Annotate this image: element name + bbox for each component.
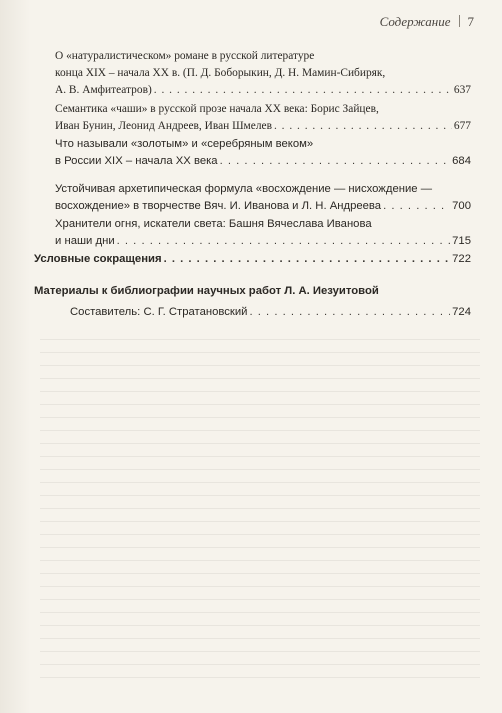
leader-dots: [117, 233, 451, 250]
leader-dots: [383, 198, 450, 215]
toc-entry-line: конца XIX – начала XX в. (П. Д. Боборыкин, Д. Н. Мамин-Сибиряк,: [55, 67, 386, 79]
page-number: 7: [467, 14, 474, 29]
toc-entry-bibliography-materials: [34, 283, 471, 300]
toc-page-number: 722: [452, 253, 471, 265]
leader-dots: [274, 118, 452, 135]
toc-page-number: 715: [452, 235, 471, 247]
toc-entry-line: Устойчивая архетипическая формула «восхождение — нисхождение —: [55, 183, 432, 195]
leader-dots: [164, 251, 451, 268]
toc-entry-line: в России XIX – начала XX века: [55, 155, 218, 167]
toc-entry-line: Хранители огня, искатели света: Башня Вячеслава Иванова: [55, 218, 372, 230]
toc-entry-chalice-semantics: [55, 101, 471, 135]
toc-entry-line: Семантика «чаши» в русской прозе начала XX века: Борис Зайцев,: [55, 103, 379, 115]
toc-page-number: 700: [452, 200, 471, 212]
toc-entry-line: Что называли «золотым» и «серебряным веком»: [55, 138, 314, 150]
leader-dots: [154, 82, 452, 99]
toc-page-number: 637: [453, 84, 471, 96]
toc-page-number: 684: [452, 155, 471, 167]
section-title: Содержание: [379, 14, 451, 29]
toc-entry-line: А. В. Амфитеатров): [55, 84, 152, 96]
toc-entry-archetypal-formula: [55, 181, 471, 215]
toc-entry-line: Материалы к библиографии научных работ Л. А. Иезуитовой: [34, 285, 379, 297]
toc-entry-keepers-of-fire: [55, 216, 471, 250]
toc-entry-line: восхождение» в творчестве Вяч. И. Иванова и Л. Н. Андреева: [55, 200, 382, 212]
leader-dots: [249, 304, 450, 321]
toc-entry-line: Условные сокращения: [34, 253, 162, 265]
running-header: [380, 14, 474, 30]
toc-entry-line: Составитель: С. Г. Стратановский: [70, 306, 248, 318]
toc-page-number: 677: [453, 120, 471, 132]
show-through-text: [40, 330, 480, 690]
toc-entry-line: Иван Бунин, Леонид Андреев, Иван Шмелев: [55, 120, 272, 132]
toc-entry-line: и наши дни: [55, 235, 115, 247]
toc-page-number: 724: [452, 306, 471, 318]
toc-entry-compiler: [70, 304, 471, 321]
toc-entry-golden-silver-age: [55, 136, 471, 170]
toc-entry-naturalistic-novel: [55, 48, 471, 99]
leader-dots: [220, 153, 451, 170]
header-divider: [459, 15, 460, 27]
toc-entry-abbreviations: [34, 251, 471, 268]
toc-entry-line: О «натуралистическом» романе в русской литературе: [55, 50, 315, 62]
